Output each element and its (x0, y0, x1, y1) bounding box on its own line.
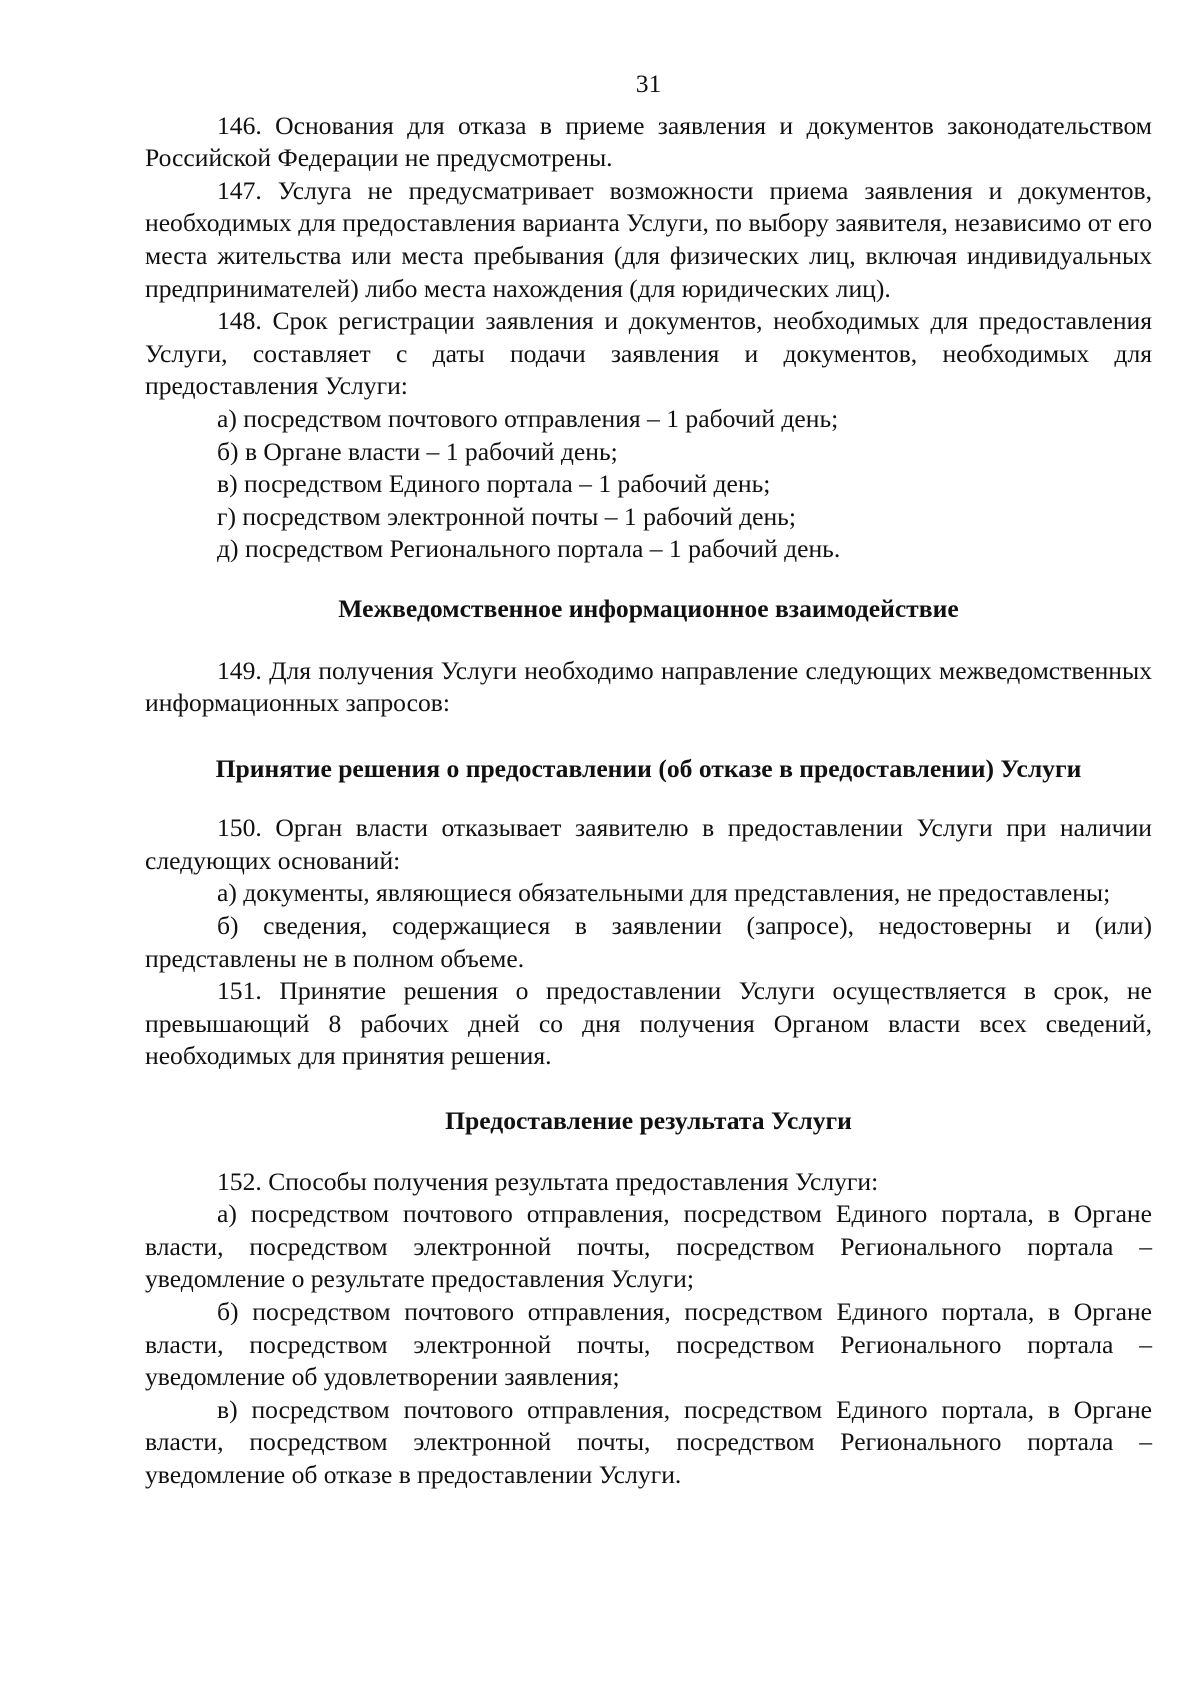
list-item-148-b: б) в Органе власти – 1 рабочий день; (217, 436, 618, 466)
list-item-152-a: а) посредством почтового отправления, посредством Единого портала, в Органе власти, посредством электронной почты, посредством Регионального портала – уведомление о результате предоставления Услуги; (145, 1199, 1152, 1294)
list-item-152-b: б) посредством почтового отправления, посредством Единого портала, в Органе власти, посредством электронной почты, посредством Регионального портала – уведомление об удовлетворении заявления; (145, 1297, 1152, 1392)
section-heading-interagency: Межведомственное информационное взаимодействие (338, 593, 959, 623)
paragraph-146: 146. Основания для отказа в приеме заявления и документов законодательством Российской Федерации не предусмотрены. (145, 110, 1152, 173)
list-item-148-g: г) посредством электронной почты – 1 рабочий день; (217, 501, 796, 531)
section-heading-result: Предоставление результата Услуги (445, 1106, 852, 1136)
list-item-150-b: б) сведения, содержащиеся в заявлении (запросе), недостоверны и (или) представлены не в полном объеме. (145, 911, 1152, 973)
page-number: 31 (635, 69, 662, 98)
list-item-150-a: а) документы, являющиеся обязательными для представления, не предоставлены; (217, 878, 1111, 908)
document-body (145, 68, 1152, 1492)
paragraph-150: 150. Орган власти отказывает заявителю в предоставлении Услуги при наличии следующих оснований: (145, 813, 1152, 875)
list-item-148-d: д) посредством Регионального портала – 1 рабочий день. (217, 534, 841, 564)
paragraph-152: 152. Способы получения результата предоставления Услуги: (217, 1166, 879, 1196)
list-item-152-v: в) посредством почтового отправления, посредством Единого портала, в Органе власти, посредством электронной почты, посредством Регионального портала – уведомление об отказе в предоставлении Услуги. (145, 1394, 1152, 1489)
paragraph-149: 149. Для получения Услуги необходимо направление следующих межведомственных информационных запросов: (145, 655, 1152, 718)
paragraph-148: 148. Срок регистрации заявления и документов, необходимых для предоставления Услуги, составляет с даты подачи заявления и документов, необходимых для предоставления Услуги: (145, 306, 1152, 401)
list-item-148-a: а) посредством почтового отправления – 1 рабочий день; (217, 403, 839, 433)
paragraph-147: 147. Услуга не предусматривает возможности приема заявления и документов, необходимых для предоставления варианта Услуги, по выбору заявителя, независимо от его места жительства или места пребывания (для физических лиц, включая индивидуальных предпринимателей) либо места нахождения (для юридических лиц). (145, 175, 1152, 303)
list-item-148-v: в) посредством Единого портала – 1 рабочий день; (217, 469, 771, 499)
section-heading-decision: Принятие решения о предоставлении (об отказе в предоставлении) Услуги (215, 753, 1082, 783)
paragraph-151: 151. Принятие решения о предоставлении Услуги осуществляется в срок, не превышающий 8 рабочих дней со дня получения Органом власти всех сведений, необходимых для принятия решения. (145, 976, 1152, 1071)
